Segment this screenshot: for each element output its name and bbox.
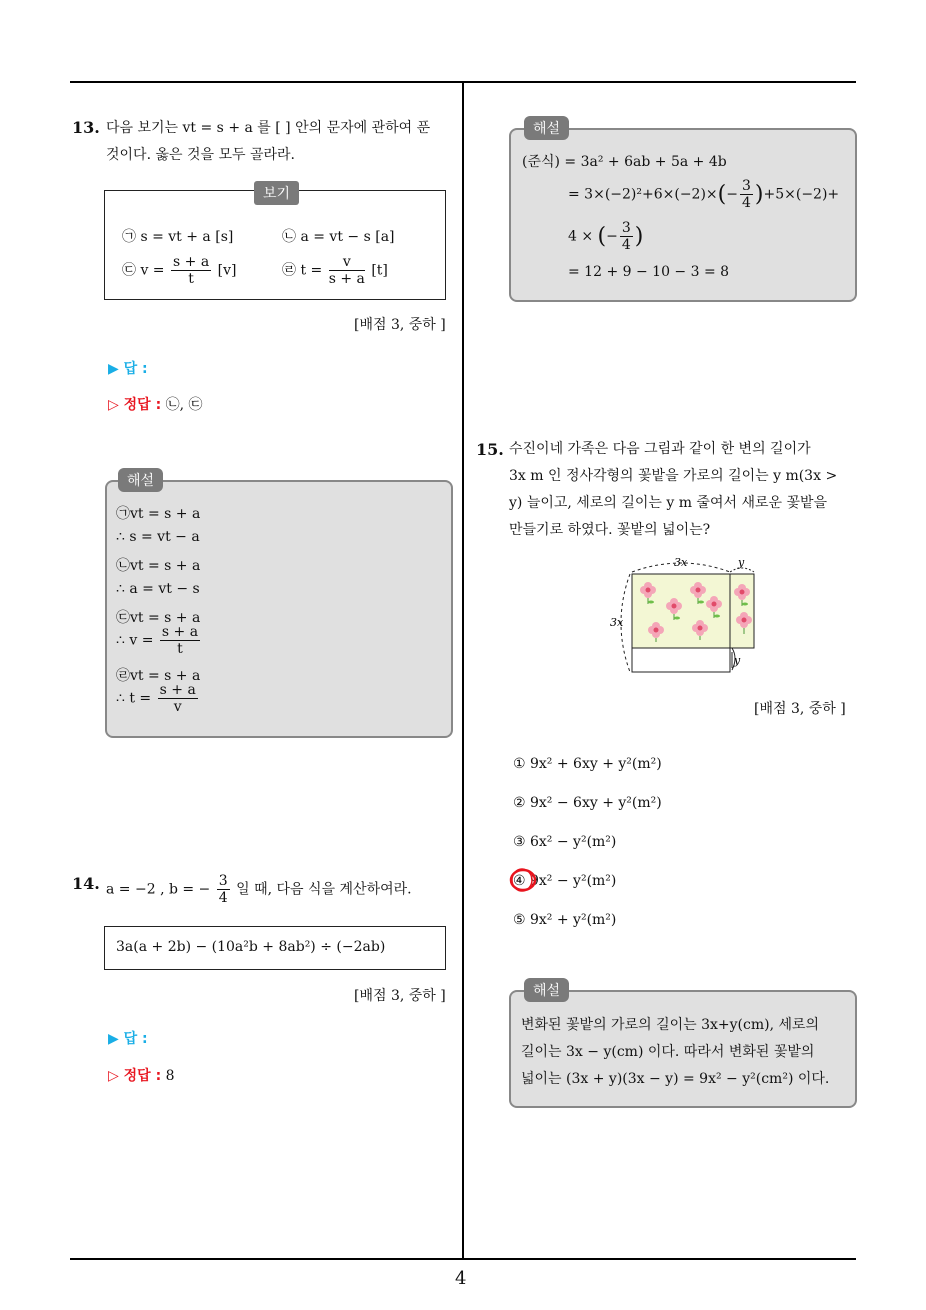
q15-explain-line-1: 변화된 꽃밭의 가로의 길이는 3x+y(cm), 세로의 [521,1017,820,1033]
q13-explain-t-prefix: ∴ t = [116,690,152,707]
q13-number: 13. [72,118,100,137]
q15-choice-5[interactable]: ⑤ 9x² + y²(m²) [513,912,617,928]
q14-condition [106,873,412,906]
q13-explain-t-fraction [158,682,198,715]
q13-option-3 [122,254,236,287]
q13-answer-label: ▶ 답 : [108,361,148,377]
q14-explain-line2-fraction [740,178,753,211]
fig-label-left: 3x [610,616,624,629]
q14-explain-line2-num: 3 [741,178,751,194]
q13-opt4-suffix: [t] [371,262,388,279]
q14-correct-value: 8 [165,1068,175,1084]
q13-box-label: 보기 [254,181,299,205]
q14-cond-suffix: 일 때, 다음 식을 계산하여라. [236,881,412,898]
q14-explain-line-1: (준식) = 3a² + 6ab + 5a + 4b [522,154,727,170]
q15-explain-tag: 해설 [524,978,569,1002]
q13-option-4 [282,254,388,287]
q13-explain-line-2: ∴ s = vt − a [116,529,200,545]
q14-correct [108,1065,175,1085]
q15-choice-4[interactable]: ④ 9x² − y²(m²) [513,873,617,889]
q14-explain-line3-den: 4 [621,237,631,253]
q13-explain-line-4: ∴ a = vt − s [116,581,200,597]
q13-opt3-den: t [188,271,194,287]
q15-choice-1[interactable]: ① 9x² + 6xy + y²(m²) [513,756,662,772]
garden-figure [608,552,766,676]
q14-score: [배점 3, 중하 ] [354,988,446,1004]
q13-explain-v-num: s + a [161,624,199,640]
q13-text-line2: 것이다. 옳은 것을 모두 골라라. [106,147,295,163]
q13-explain-t [116,682,200,715]
bottom-rule [70,1258,856,1260]
q14-correct-label: ▷ 정답 : [108,1068,162,1084]
q13-explain-t-num: s + a [159,682,196,698]
q14-answer-label: ▶ 답 : [108,1031,148,1047]
q14-expression: 3a(a + 2b) − (10a²b + 8ab²) ÷ (−2ab) [116,939,386,955]
q13-correct-value: ㉡, ㉢ [165,397,203,413]
q14-explain-line-3: 4 × (− $\frac{3}{4}$ ) [568,220,644,253]
q14-explain-line-4: = 12 + 9 − 10 − 3 = 8 [568,264,730,280]
q13-explain-v-fraction [160,624,200,657]
q13-opt3-prefix: ㉢ v = [122,262,165,279]
column-divider [462,82,464,1260]
q14-cond-den: 4 [218,890,228,906]
q15-text-line1: 수진이네 가족은 다음 그림과 같이 한 변의 길이가 [509,441,811,457]
q13-opt3-suffix: [v] [217,262,237,279]
fig-label-y-right: y [734,654,741,667]
q13-explain-line-5: ㉢vt = s + a [116,610,201,626]
fig-label-top: 3x [674,556,688,569]
q14-explain-line2-den: 4 [741,195,751,211]
q15-number: 15. [476,440,504,459]
fig-label-y-top: y [738,556,745,569]
q13-opt4-prefix: ㉣ t = [282,262,323,279]
q14-explain-line3-num: 3 [621,220,631,236]
q13-explain-line-6: ㉣vt = s + a [116,668,201,684]
q13-opt4-num: v [329,254,365,271]
q13-explain-tag: 해설 [118,468,163,492]
q13-opt3-num: s + a [173,254,210,270]
q15-text-line2: 3x m 인 정사각형의 꽃밭을 가로의 길이는 y m(3x > [509,468,838,484]
q15-text-line3: y) 늘이고, 세로의 길이는 y m 줄여서 새로운 꽃밭을 [509,495,828,511]
q14-explain-line-2: = 3×(−2)²+6×(−2)×(− $\frac{3}{4}$ )+5×(−2)+ [568,178,840,211]
q15-text-line4: 만들기로 하였다. 꽃밭의 넓이는? [509,522,711,538]
q15-choice-2[interactable]: ② 9x² − 6xy + y²(m²) [513,795,662,811]
q13-correct-label: ▷ 정답 : [108,397,162,413]
q14-cond-fraction [217,873,230,906]
q14-cond-num: 3 [218,873,228,889]
q13-explain-line-1: ㉠vt = s + a [116,506,201,522]
q13-opt3-fraction [171,254,211,287]
q13-score: [배점 3, 중하 ] [354,317,446,333]
q13-explain-v-prefix: ∴ v = [116,632,154,649]
q14-cond-prefix: a = −2 , b = − [106,881,211,898]
q13-explain-line-3: ㉡vt = s + a [116,558,201,574]
q15-score: [배점 3, 중하 ] [754,701,846,717]
q13-opt4-fraction [329,254,365,287]
q13-explain-v [116,624,202,657]
q13-explain-v-den: t [177,641,183,657]
q14-explain-line3a: 4 × [568,228,594,245]
q13-option-2: ㉡ a = vt − s [a] [282,229,395,245]
q14-explain-line2a: = 3×(−2)²+6×(−2)× [568,186,718,203]
q14-explain-tag: 해설 [524,116,569,140]
q14-number: 14. [72,874,100,893]
q13-option-1: ㉠ s = vt + a [s] [122,229,234,245]
selected-answer-circle-icon [508,866,538,894]
q15-explain-line-2: 길이는 3x − y(cm) 이다. 따라서 변화된 꽃밭의 [521,1044,815,1060]
q13-text-line1: 다음 보기는 vt = s + a 를 [ ] 안의 문자에 관하여 푼 [106,120,431,136]
q15-choice-3[interactable]: ③ 6x² − y²(m²) [513,834,617,850]
q14-explain-line3-fraction [620,220,633,253]
q14-explain-line2b: +5×(−2)+ [763,186,840,203]
q13-opt4-den: s + a [328,271,365,287]
q15-explain-line-3: 넓이는 (3x + y)(3x − y) = 9x² − y²(cm²) 이다. [521,1071,830,1087]
page-number: 4 [455,1268,467,1289]
q13-explain-t-den: v [173,699,182,715]
q13-correct [108,394,203,414]
